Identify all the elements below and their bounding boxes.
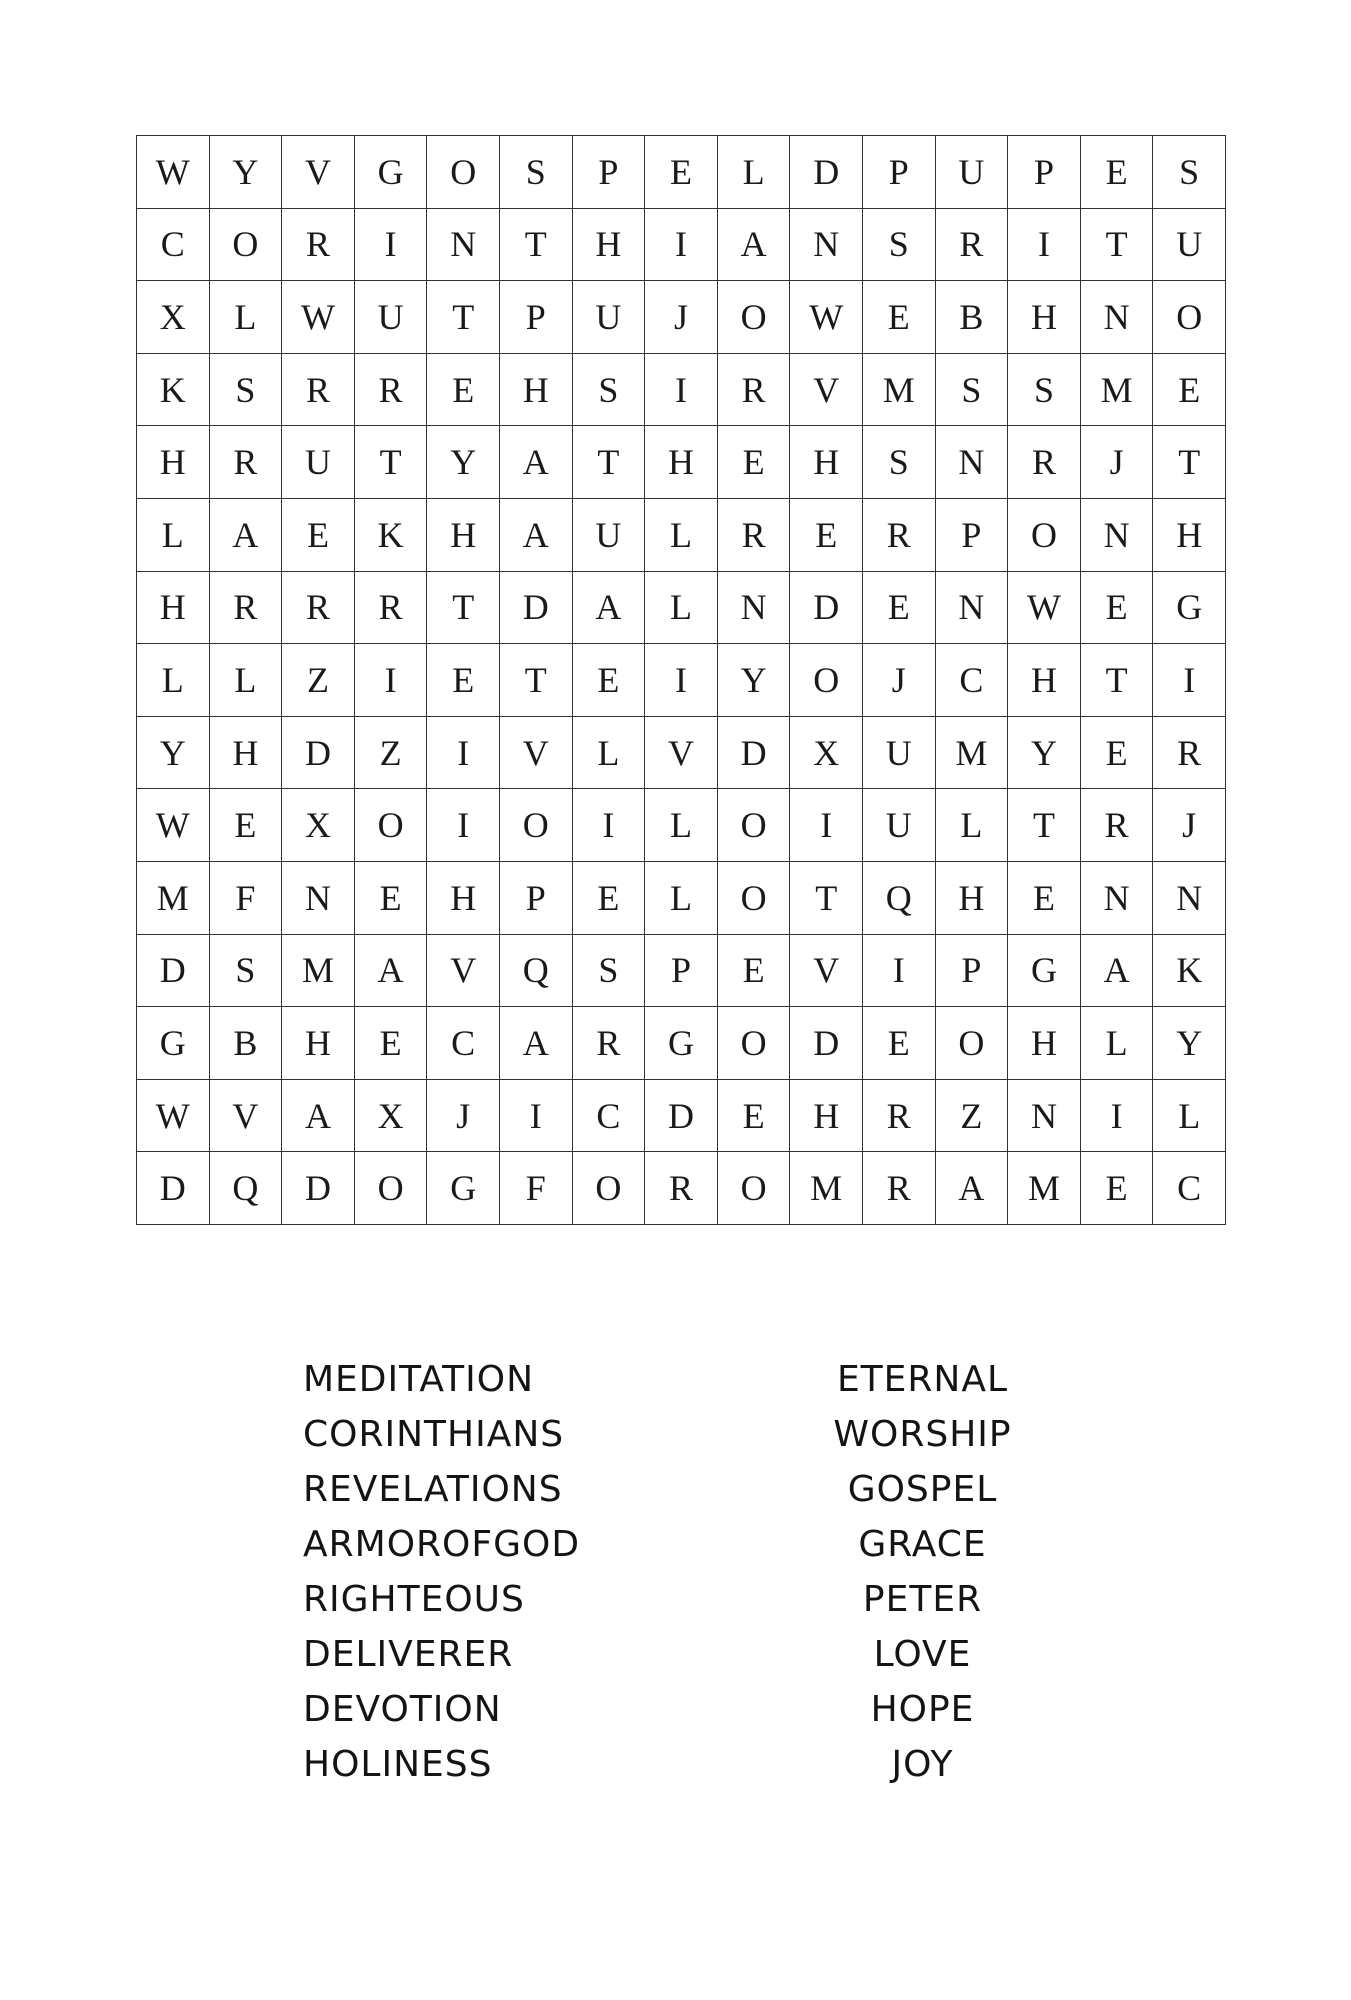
grid-cell[interactable]: U [573, 281, 646, 354]
word-list-item: DELIVERER [303, 1634, 514, 1675]
grid-cell[interactable]: S [1153, 136, 1226, 209]
grid-cell[interactable]: U [1153, 209, 1226, 282]
grid-cell[interactable]: V [645, 717, 718, 790]
grid-cell[interactable]: B [936, 281, 1009, 354]
grid-cell[interactable]: T [500, 644, 573, 717]
word-list-item: RIGHTEOUS [303, 1579, 525, 1620]
grid-cell[interactable]: T [355, 426, 428, 499]
grid-cell[interactable]: E [427, 354, 500, 427]
grid-cell[interactable]: V [790, 354, 863, 427]
grid-cell[interactable]: E [1081, 572, 1154, 645]
grid-cell[interactable]: L [645, 572, 718, 645]
grid-cell[interactable]: E [863, 572, 936, 645]
grid-cell[interactable]: S [500, 136, 573, 209]
grid-cell[interactable]: I [427, 789, 500, 862]
grid-cell[interactable]: L [137, 499, 210, 572]
grid-cell[interactable]: S [936, 354, 1009, 427]
grid-cell[interactable]: L [645, 499, 718, 572]
grid-cell[interactable]: T [1081, 644, 1154, 717]
grid-cell[interactable]: P [500, 281, 573, 354]
grid-cell[interactable]: X [790, 717, 863, 790]
grid-cell[interactable]: E [1153, 354, 1226, 427]
grid-cell[interactable]: N [282, 862, 355, 935]
grid-cell[interactable]: A [718, 209, 791, 282]
grid-cell[interactable]: O [1153, 281, 1226, 354]
grid-cell[interactable]: N [1081, 862, 1154, 935]
grid-cell[interactable]: V [427, 935, 500, 1008]
word-list-item: CORINTHIANS [303, 1414, 565, 1455]
grid-cell[interactable]: H [427, 862, 500, 935]
grid-cell[interactable]: R [863, 499, 936, 572]
grid-cell[interactable]: I [427, 717, 500, 790]
grid-cell[interactable]: H [573, 209, 646, 282]
grid-cell[interactable]: W [790, 281, 863, 354]
grid-cell[interactable]: T [427, 572, 500, 645]
grid-cell[interactable]: C [573, 1080, 646, 1153]
word-list-item: ETERNAL [836, 1359, 1009, 1400]
grid-cell[interactable]: E [863, 281, 936, 354]
grid-cell[interactable]: E [645, 136, 718, 209]
grid-cell[interactable]: V [282, 136, 355, 209]
grid-cell[interactable]: D [645, 1080, 718, 1153]
grid-cell[interactable]: N [1081, 499, 1154, 572]
grid-cell[interactable]: J [1081, 426, 1154, 499]
grid-cell[interactable]: E [718, 426, 791, 499]
grid-cell[interactable]: Z [936, 1080, 1009, 1153]
grid-cell[interactable]: O [718, 1007, 791, 1080]
grid-cell[interactable]: S [573, 935, 646, 1008]
word-list-item: PETER [862, 1579, 983, 1620]
grid-cell[interactable]: A [500, 499, 573, 572]
grid-cell[interactable]: G [1008, 935, 1081, 1008]
grid-cell[interactable]: S [210, 354, 283, 427]
grid-cell[interactable]: Q [863, 862, 936, 935]
grid-cell[interactable]: I [355, 209, 428, 282]
grid-cell[interactable]: T [1008, 789, 1081, 862]
grid-cell[interactable]: P [936, 499, 1009, 572]
grid-cell[interactable]: U [936, 136, 1009, 209]
grid-cell[interactable]: G [1153, 572, 1226, 645]
grid-cell[interactable]: N [790, 209, 863, 282]
grid-cell[interactable]: S [863, 426, 936, 499]
word-search-grid [136, 135, 1226, 1225]
grid-cell[interactable]: E [1081, 717, 1154, 790]
grid-cell[interactable]: L [718, 136, 791, 209]
grid-cell[interactable]: I [1153, 644, 1226, 717]
grid-cell[interactable]: K [1153, 935, 1226, 1008]
grid-cell[interactable]: I [1081, 1080, 1154, 1153]
grid-cell[interactable]: I [1008, 209, 1081, 282]
grid-cell[interactable]: I [573, 789, 646, 862]
grid-cell[interactable]: I [355, 644, 428, 717]
grid-cell[interactable]: T [790, 862, 863, 935]
grid-cell[interactable]: F [210, 862, 283, 935]
grid-cell[interactable]: V [790, 935, 863, 1008]
grid-cell[interactable]: X [282, 789, 355, 862]
grid-cell[interactable]: Y [210, 136, 283, 209]
grid-cell[interactable]: L [210, 644, 283, 717]
grid-cell[interactable]: I [500, 1080, 573, 1153]
grid-cell[interactable]: R [282, 209, 355, 282]
grid-cell[interactable]: S [1008, 354, 1081, 427]
grid-cell[interactable]: A [500, 426, 573, 499]
grid-cell[interactable]: V [500, 717, 573, 790]
grid-cell[interactable]: O [500, 789, 573, 862]
grid-cell[interactable]: L [645, 862, 718, 935]
grid-cell[interactable]: W [137, 789, 210, 862]
grid-cell[interactable]: Y [137, 717, 210, 790]
word-list-item: ARMOROFGOD [303, 1524, 581, 1565]
grid-cell[interactable]: J [863, 644, 936, 717]
grid-cell[interactable]: Y [718, 644, 791, 717]
grid-cell[interactable]: N [718, 572, 791, 645]
grid-cell[interactable]: A [936, 1152, 1009, 1225]
grid-cell[interactable]: O [355, 789, 428, 862]
grid-cell[interactable]: H [790, 426, 863, 499]
grid-cell[interactable]: E [355, 862, 428, 935]
grid-cell[interactable]: N [1153, 862, 1226, 935]
grid-cell[interactable]: H [790, 1080, 863, 1153]
grid-cell[interactable]: H [210, 717, 283, 790]
grid-cell[interactable]: L [1153, 1080, 1226, 1153]
grid-cell[interactable]: J [645, 281, 718, 354]
grid-cell[interactable]: D [790, 1007, 863, 1080]
grid-cell[interactable]: E [210, 789, 283, 862]
grid-cell[interactable]: D [137, 1152, 210, 1225]
grid-cell[interactable]: R [282, 572, 355, 645]
grid-cell[interactable]: E [355, 1007, 428, 1080]
grid-cell[interactable]: C [427, 1007, 500, 1080]
grid-cell[interactable]: L [573, 717, 646, 790]
grid-cell[interactable]: W [282, 281, 355, 354]
grid-cell[interactable]: R [936, 209, 1009, 282]
grid-cell[interactable]: H [427, 499, 500, 572]
word-list-item: DEVOTION [303, 1689, 502, 1730]
grid-cell[interactable]: I [645, 209, 718, 282]
grid-cell[interactable]: H [137, 572, 210, 645]
grid-cell[interactable]: I [863, 935, 936, 1008]
grid-cell[interactable]: D [718, 717, 791, 790]
grid-cell[interactable]: O [210, 209, 283, 282]
grid-cell[interactable]: E [718, 1080, 791, 1153]
grid-cell[interactable]: J [427, 1080, 500, 1153]
grid-cell[interactable]: A [573, 572, 646, 645]
grid-cell[interactable]: R [210, 572, 283, 645]
grid-cell[interactable]: T [1153, 426, 1226, 499]
grid-cell[interactable]: T [500, 209, 573, 282]
grid-cell[interactable]: V [210, 1080, 283, 1153]
grid-cell[interactable]: R [645, 1152, 718, 1225]
grid-cell[interactable]: O [718, 862, 791, 935]
grid-cell[interactable]: H [1153, 499, 1226, 572]
grid-cell[interactable]: P [573, 136, 646, 209]
grid-cell[interactable]: A [355, 935, 428, 1008]
grid-cell[interactable]: Q [210, 1152, 283, 1225]
grid-cell[interactable]: U [282, 426, 355, 499]
grid-cell[interactable]: D [282, 1152, 355, 1225]
word-list-item: WORSHIP [833, 1414, 1012, 1455]
grid-cell[interactable]: F [500, 1152, 573, 1225]
grid-cell[interactable]: A [282, 1080, 355, 1153]
grid-cell[interactable]: M [863, 354, 936, 427]
grid-cell[interactable]: H [500, 354, 573, 427]
grid-cell[interactable]: S [573, 354, 646, 427]
grid-cell[interactable]: L [645, 789, 718, 862]
grid-cell[interactable]: E [573, 862, 646, 935]
grid-cell[interactable]: U [355, 281, 428, 354]
grid-cell[interactable]: G [137, 1007, 210, 1080]
grid-cell[interactable]: T [1081, 209, 1154, 282]
grid-cell[interactable]: E [790, 499, 863, 572]
grid-cell[interactable]: Q [500, 935, 573, 1008]
grid-cell[interactable]: E [573, 644, 646, 717]
grid-cell[interactable]: P [645, 935, 718, 1008]
grid-cell[interactable]: D [282, 717, 355, 790]
grid-cell[interactable]: M [936, 717, 1009, 790]
grid-cell[interactable]: L [1081, 1007, 1154, 1080]
grid-cell[interactable]: P [1008, 136, 1081, 209]
grid-cell[interactable]: R [355, 354, 428, 427]
grid-cell[interactable]: O [573, 1152, 646, 1225]
grid-cell[interactable]: H [936, 862, 1009, 935]
grid-cell[interactable]: H [1008, 644, 1081, 717]
grid-cell[interactable]: O [355, 1152, 428, 1225]
grid-cell[interactable]: M [790, 1152, 863, 1225]
grid-cell[interactable]: C [137, 209, 210, 282]
grid-cell[interactable]: N [936, 572, 1009, 645]
grid-cell[interactable]: O [718, 1152, 791, 1225]
grid-cell[interactable]: Z [355, 717, 428, 790]
grid-cell[interactable]: L [137, 644, 210, 717]
grid-cell[interactable]: O [936, 1007, 1009, 1080]
grid-cell[interactable]: G [427, 1152, 500, 1225]
grid-cell[interactable]: G [355, 136, 428, 209]
grid-cell[interactable]: P [863, 136, 936, 209]
grid-cell[interactable]: P [500, 862, 573, 935]
word-list-right [780, 1352, 1065, 1792]
grid-cell[interactable]: X [137, 281, 210, 354]
grid-cell[interactable]: O [790, 644, 863, 717]
word-list-item: JOY [891, 1744, 954, 1785]
grid-cell[interactable]: T [573, 426, 646, 499]
grid-cell[interactable]: H [1008, 281, 1081, 354]
grid-cell[interactable]: E [1081, 136, 1154, 209]
grid-cell[interactable]: T [427, 281, 500, 354]
grid-cell[interactable]: E [282, 499, 355, 572]
grid-cell[interactable]: A [1081, 935, 1154, 1008]
word-list-item: HOLINESS [303, 1744, 493, 1785]
grid-cell[interactable]: R [718, 499, 791, 572]
grid-cell[interactable]: D [790, 136, 863, 209]
grid-cell[interactable]: L [936, 789, 1009, 862]
grid-cell[interactable]: U [863, 789, 936, 862]
grid-cell[interactable]: E [718, 935, 791, 1008]
grid-cell[interactable]: I [645, 354, 718, 427]
grid-cell[interactable]: M [282, 935, 355, 1008]
grid-cell[interactable]: R [1008, 426, 1081, 499]
grid-cell[interactable]: C [1153, 1152, 1226, 1225]
grid-cell[interactable]: R [863, 1080, 936, 1153]
word-list-item: GOSPEL [847, 1469, 998, 1510]
grid-cell[interactable]: K [355, 499, 428, 572]
grid-cell[interactable]: X [355, 1080, 428, 1153]
grid-cell[interactable]: S [863, 209, 936, 282]
grid-cell[interactable]: H [645, 426, 718, 499]
grid-cell[interactable]: J [1153, 789, 1226, 862]
word-list-left [303, 1352, 580, 1792]
grid-cell[interactable]: R [355, 572, 428, 645]
grid-cell[interactable]: A [500, 1007, 573, 1080]
word-list-item: REVELATIONS [303, 1469, 563, 1510]
grid-cell[interactable]: E [1081, 1152, 1154, 1225]
grid-cell[interactable]: K [137, 354, 210, 427]
grid-cell[interactable]: R [210, 426, 283, 499]
grid-cell[interactable]: L [210, 281, 283, 354]
grid-cell[interactable]: R [573, 1007, 646, 1080]
word-list-item: GRACE [858, 1524, 987, 1565]
grid-cell[interactable]: M [1008, 1152, 1081, 1225]
word-list-item: MEDITATION [303, 1359, 535, 1400]
grid-cell[interactable]: C [936, 644, 1009, 717]
grid-cell[interactable]: E [1008, 862, 1081, 935]
grid-cell[interactable]: D [500, 572, 573, 645]
grid-cell[interactable]: D [137, 935, 210, 1008]
grid-cell[interactable]: R [863, 1152, 936, 1225]
grid-cell[interactable]: H [137, 426, 210, 499]
grid-cell[interactable]: O [427, 136, 500, 209]
grid-cell[interactable]: N [1081, 281, 1154, 354]
grid-cell[interactable]: U [573, 499, 646, 572]
grid-cell[interactable]: W [137, 136, 210, 209]
grid-cell[interactable]: H [1008, 1007, 1081, 1080]
grid-cell[interactable]: M [137, 862, 210, 935]
grid-cell[interactable]: D [790, 572, 863, 645]
grid-cell[interactable]: W [1008, 572, 1081, 645]
grid-cell[interactable]: I [790, 789, 863, 862]
grid-cell[interactable]: P [936, 935, 1009, 1008]
grid-cell[interactable]: S [210, 935, 283, 1008]
grid-cell[interactable]: Y [1008, 717, 1081, 790]
grid-cell[interactable]: H [282, 1007, 355, 1080]
grid-cell[interactable]: O [718, 281, 791, 354]
grid-cell[interactable]: U [863, 717, 936, 790]
grid-cell[interactable]: N [1008, 1080, 1081, 1153]
grid-cell[interactable]: R [1153, 717, 1226, 790]
grid-cell[interactable]: N [936, 426, 1009, 499]
grid-cell[interactable]: M [1081, 354, 1154, 427]
grid-cell[interactable]: I [645, 644, 718, 717]
grid-cell[interactable]: G [645, 1007, 718, 1080]
grid-cell[interactable]: Z [282, 644, 355, 717]
grid-cell[interactable]: Y [427, 426, 500, 499]
grid-cell[interactable]: N [427, 209, 500, 282]
grid-cell[interactable]: W [137, 1080, 210, 1153]
grid-cell[interactable]: B [210, 1007, 283, 1080]
grid-cell[interactable]: R [282, 354, 355, 427]
grid-cell[interactable]: E [863, 1007, 936, 1080]
word-list-item: LOVE [873, 1634, 972, 1675]
grid-cell[interactable]: R [1081, 789, 1154, 862]
grid-cell[interactable]: O [718, 789, 791, 862]
grid-cell[interactable]: A [210, 499, 283, 572]
grid-cell[interactable]: R [718, 354, 791, 427]
grid-cell[interactable]: E [427, 644, 500, 717]
grid-cell[interactable]: Y [1153, 1007, 1226, 1080]
grid-cell[interactable]: O [1008, 499, 1081, 572]
word-list-item: HOPE [870, 1689, 975, 1730]
